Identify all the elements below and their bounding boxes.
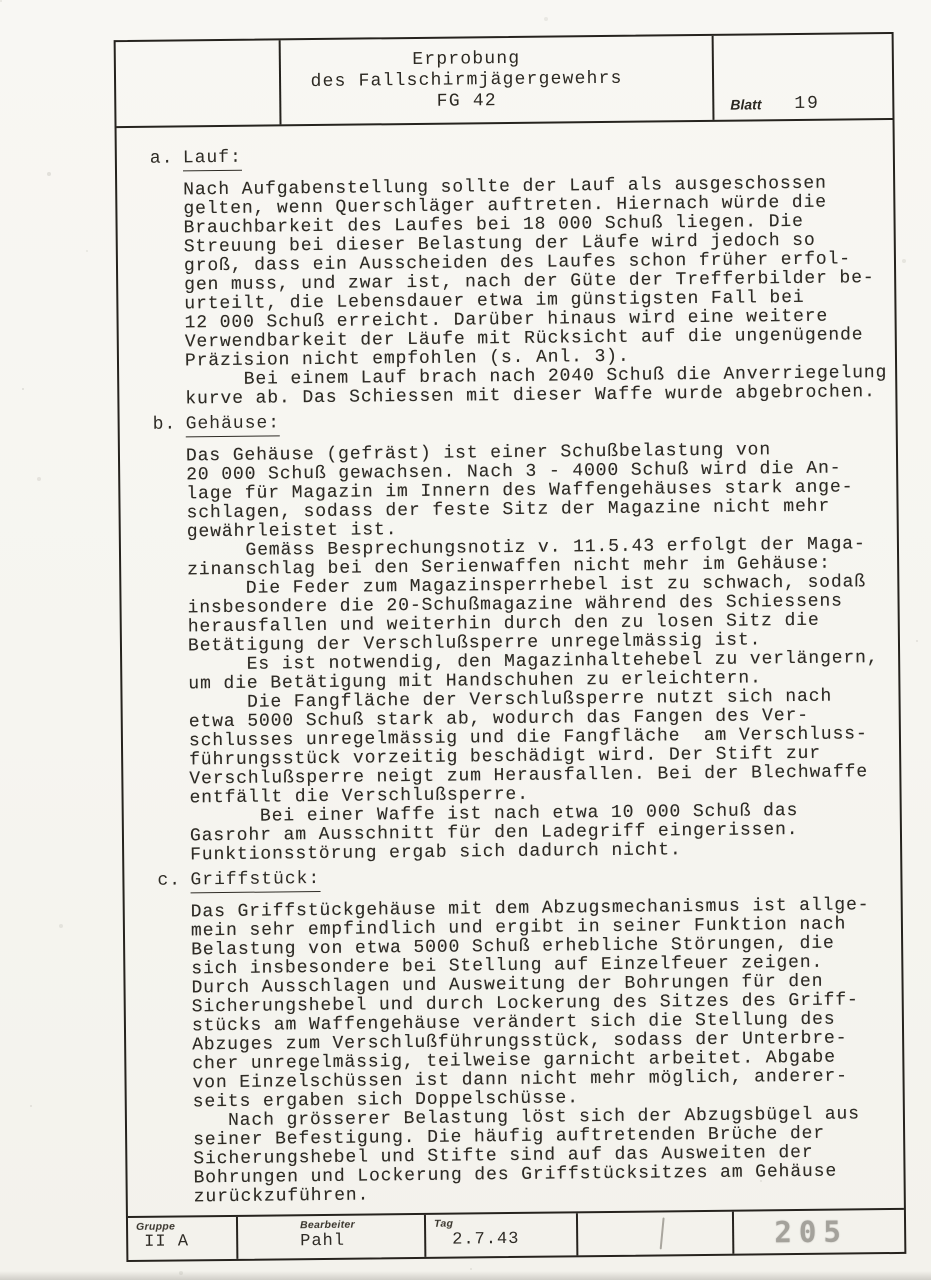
footer-gruppe-cell [128,1217,238,1260]
section-c-griffstueck [157,864,897,1208]
bearbeiter-value: Pahl [300,1231,346,1252]
blatt-label: Blatt [730,96,762,113]
document-footer [128,1208,904,1260]
footer-bearbeiter-cell [238,1215,426,1259]
section-text: Das Gehäuse (gefräst) ist einer Schußbelastung von 20 000 Schuß gewachsen. Nach 3 - 4000 Schuß wird die An- lage für Magazin im Innern des Waffengehäuses stark ange- schlagen, sodass der feste Sitz der Magazine nicht mehr gewährleistet ist. Gemäss Besprechungsnotiz v. 11.5.43 erfolgt der Maga- zinanschlag bei den Serienwaffen nicht mehr im Gehäuse: Die Feder zum Magazinsperrhebel ist zu schwach, sodaß insbesondere die 20-Schußmagazine während des Schiessens herausfallen und weiterhin durch den zu losen Sitz die Betätigung der Verschlußsperre unregelmässig ist. Es ist notwendig, den Magazinhaltehebel zu verlängern, um die Betätigung mit Handschuhen zu erleichtern. Die Fangfläche der Verschlußsperre nutzt sich nach etwa 5000 Schuß stark ab, wodurch das Fangen des Ver- schlusses unregelmässig und die Fangfläche am Verschluss- führungsstück vorzeitig beschädigt wird. Der Stift zur Verschlußsperre neigt zum Herausfallen. Bei der Blechwaffe entfällt die Verschlußsperre. Bei einer Waffe ist nach etwa 10 000 Schuß das Gasrohr am Ausschnitt für den Ladegriff eingerissen. Funktionsstörung ergab sich dadurch nicht. [185,440,879,866]
section-heading [157,864,894,891]
section-text: Das Griffstückgehäuse mit dem Abzugsmechanismus ist allge- mein sehr empfindlich und ergibt in seiner Funktion nach Belastung von etwa 5000 Schuß erhebliche Störungen, die sich insbesondere bei Stellung auf Einzelfeuer zeigen. Durch Ausschlagen und Ausweitung der Bohrungen für den Sicherungshebel und durch Lockerung des Sitzes des Griff- stücks am Waffengehäuse verändert sich die Stellung des Abzuges zum Verschlußführungsstück, sodass der Unterbre- cher unregelmässig, teilweise garnicht arbeitet. Abgabe von Einzelschüssen ist dann nicht mehr möglich, anderer- seits ergaben sich Doppelschüsse. Nach grösserer Belastung löst sich der Abzugsbügel aus seiner Befestigung. Die häufig auftretenden Brüche der Sicherungshebel und Stifte sind auf das Ausweiten der Bohrungen und Lockerung des Griffstücksitzes am Gehäuse zurückzuführen. [190,895,870,1208]
title-line-2: des Fallschirmjägergewehrs [310,68,623,93]
document-frame [114,32,907,1262]
footer-empty-cell [578,1212,734,1256]
section-letter: c. [157,870,182,891]
gruppe-value: II A [144,1232,190,1252]
title-line-3: FG 42 [436,91,497,112]
section-heading [153,408,890,435]
document-title [281,36,713,125]
document-header [116,34,893,128]
section-a-lauf [149,142,890,410]
pen-stroke-mark [660,1217,665,1249]
title-line-1: Erprobung [412,48,521,70]
document-body [117,120,904,1216]
sheet-number-cell [712,34,893,120]
section-title: Griffstück: [190,869,320,893]
blatt-number: 19 [794,93,821,114]
page-number-stamp: 205 [774,1214,849,1250]
section-heading [150,142,887,169]
section-title: Gehäuse: [186,413,281,436]
footer-page-stamp-cell [734,1210,904,1254]
footer-tag-cell [426,1213,578,1257]
section-title: Lauf: [183,148,242,171]
section-b-gehaeuse [152,408,895,866]
section-letter: b. [152,414,177,435]
scan-bottom-edge-shadow [0,1271,931,1280]
header-empty-cell [116,40,282,126]
tag-label: Tag [433,1217,454,1230]
paper-speckles [0,0,2,2]
section-text: Nach Aufgabenstellung sollte der Lauf als ausgeschossen gelten, wenn Querschläger auftreten. Hiernach würde die Brauchbarkeit des Laufes bei 18 000 Schuß liegen. Die Streuung bei dieser Belastung der Läufe wird jedoch so groß, dass ein Ausscheiden des Laufes schon früher erfol- gen muss, und zwar ist, nach der Güte der Trefferbilder be- urteilt, die Lebensdauer etwa im günstigsten Fall bei 12 000 Schuß erreicht. Darüber hinaus wird eine weitere Verwendbarkeit der Läufe mit Rücksicht auf die ungenügende Präzision nicht empfohlen (s. Anl. 3). Bei einem Lauf brach nach 2040 Schuß die Anverriegelung kurve ab. Das Schiessen mit dieser Waffe wurde abgebrochen. [183,173,888,410]
bearbeiter-label: Bearbeiter [299,1218,356,1232]
section-letter: a. [149,148,174,169]
gruppe-label: Gruppe [135,1220,176,1233]
tag-value: 2.7.43 [452,1229,520,1250]
